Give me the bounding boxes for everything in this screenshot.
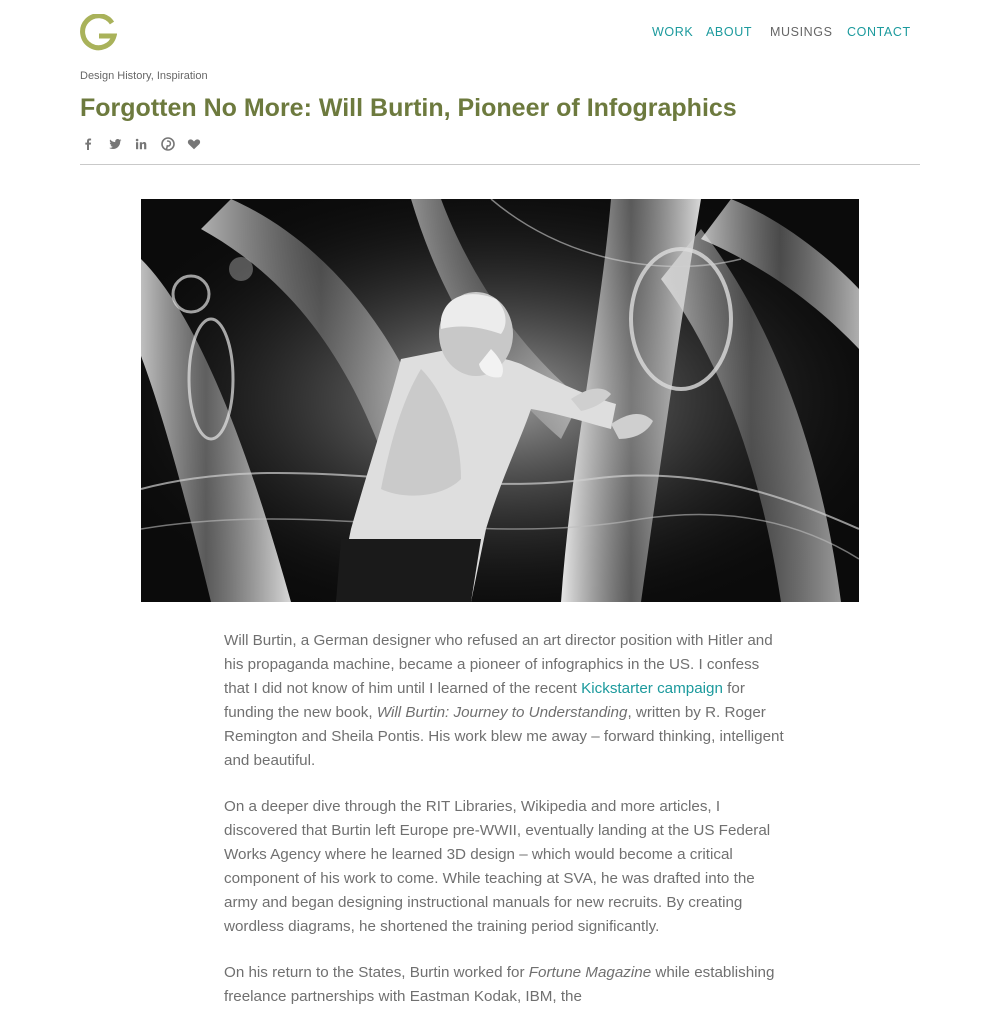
header-divider: [80, 164, 920, 165]
share-bar: [80, 136, 213, 152]
paragraph-text: Will Burtin, a German designer who refused an art director position with Hitler and his propaganda machine, became a pioneer of infographics in the US. I confess that I did not know of him until I learned of the recent: [224, 632, 773, 697]
book-title: Will Burtin: Journey to Understanding: [376, 704, 628, 721]
linkedin-icon[interactable]: [133, 136, 149, 152]
paragraph: On a deeper dive through the RIT Libraries, Wikipedia and more articles, I discovered that Burtin left Europe pre-WWII, eventually landing at the US Federal Works Agency where he learned 3D design – which would become a critical component of his work to come. While teaching at SVA, he was drafted into the army and began designing instructional manuals for new recruits. By creating wordless diagrams, he shortened the training period significantly.: [224, 798, 771, 935]
magazine-title: Fortune Magazine: [528, 964, 652, 981]
post-body: [224, 629, 784, 1031]
nav-musings[interactable]: MUSINGS: [770, 25, 833, 39]
category-link[interactable]: Inspiration: [156, 70, 208, 82]
facebook-icon[interactable]: [80, 136, 96, 152]
paragraph-text: , written by R. Roger Remington and Sheila Pontis. His work blew me away – forward thinking, intelligent and beautiful.: [224, 704, 784, 769]
heart-icon[interactable]: [186, 136, 202, 152]
nav-work[interactable]: WORK: [652, 25, 694, 39]
category-link[interactable]: Design History: [80, 70, 151, 82]
paragraph: [224, 629, 784, 773]
paragraph: [224, 961, 784, 1009]
post-title: Forgotten No More: Will Burtin, Pioneer of Infographics: [80, 94, 737, 122]
category-separator: ,: [150, 70, 157, 82]
kickstarter-link[interactable]: Kickstarter campaign: [581, 680, 723, 697]
nav-contact[interactable]: CONTACT: [847, 25, 911, 39]
paragraph-text: while establishing freelance partnerships with Eastman Kodak, IBM, the: [224, 964, 775, 1005]
pinterest-icon[interactable]: [160, 136, 176, 152]
nav-about[interactable]: ABOUT: [706, 25, 753, 39]
post-categories: [80, 70, 208, 82]
hero-photo: [141, 199, 859, 602]
hero-photo-illustration: [141, 199, 859, 602]
paragraph-text: On his return to the States, Burtin worked for: [224, 964, 529, 981]
twitter-icon[interactable]: [107, 136, 123, 152]
paragraph-text: for funding the new book,: [224, 680, 745, 721]
main-nav: [0, 25, 1000, 45]
